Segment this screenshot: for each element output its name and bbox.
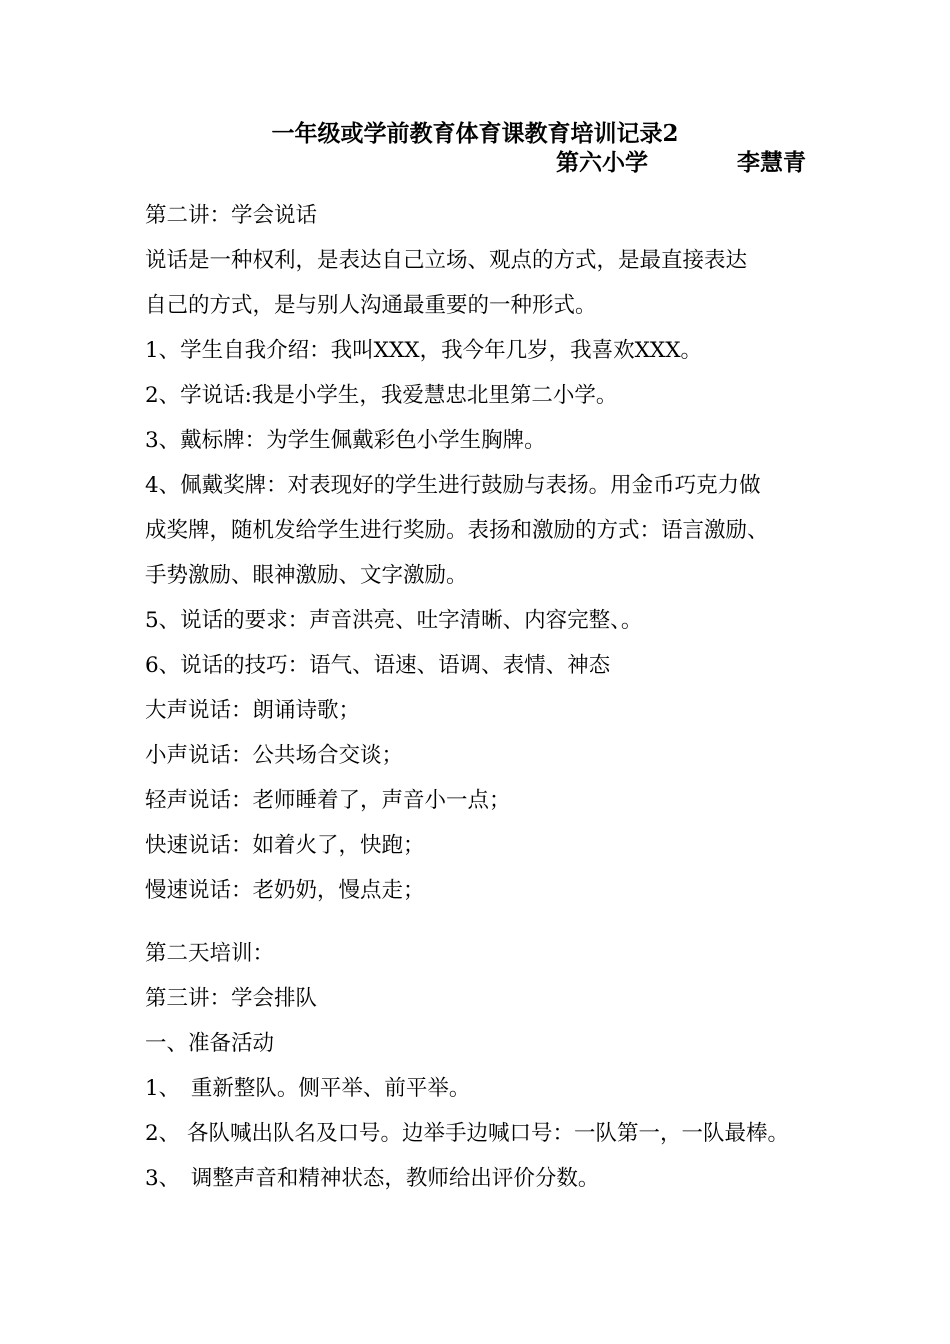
day2-heading: 第二天培训： [145, 941, 275, 966]
list-item: 3、戴标牌：为学生佩戴彩色小学生胸牌。 [145, 428, 546, 453]
school-name: 第六小学 [556, 149, 648, 176]
example-line: 小声说话：公共场合交谈； [145, 743, 404, 768]
example-line: 快速说话：如着火了，快跑； [145, 833, 425, 858]
paragraph-line: 自己的方式，是与别人沟通最重要的一种形式。 [145, 293, 597, 318]
section-heading: 一、准备活动 [145, 1031, 275, 1056]
list-item: 2、学说话:我是小学生，我爱慧忠北里第二小学。 [145, 383, 618, 408]
list-item-continuation: 手势激励、眼神激励、文字激励。 [145, 563, 468, 588]
list-item-continuation: 成奖牌，随机发给学生进行奖励。表扬和激励的方式：语言激励、 [145, 518, 769, 543]
example-line: 轻声说话：老师睡着了，声音小一点； [145, 788, 511, 813]
document-body [145, 193, 825, 1201]
list-item: 5、说话的要求：声音洪亮、吐字清晰、内容完整、。 [145, 608, 643, 633]
list-item: 6、说话的技巧：语气、语速、语调、表情、神态 [145, 653, 611, 678]
example-line: 慢速说话：老奶奶，慢点走； [145, 878, 425, 903]
list-item: 4、佩戴奖牌：对表现好的学生进行鼓励与表扬。用金币巧克力做 [145, 473, 761, 498]
document-title: 一年级或学前教育体育课教育培训记录2 [271, 120, 679, 147]
lecture3-heading: 第三讲：学会排队 [145, 986, 318, 1011]
lecture2-heading: 第二讲：学会说话 [145, 203, 318, 228]
author-name: 李慧青 [737, 149, 806, 176]
list-item: 1、学生自我介绍：我叫XXX，我今年几岁，我喜欢XXX。 [145, 338, 703, 363]
example-line: 大声说话：朗诵诗歌； [145, 698, 361, 723]
list-item: 2、 各队喊出队名及口号。边举手边喊口号：一队第一，一队最棒。 [145, 1121, 790, 1146]
paragraph-line: 说话是一种权利，是表达自己立场、观点的方式，是最直接表达 [145, 248, 748, 273]
list-item: 1、 重新整队。侧平举、前平举。 [145, 1076, 471, 1101]
list-item: 3、 调整声音和精神状态，教师给出评价分数。 [145, 1166, 600, 1191]
